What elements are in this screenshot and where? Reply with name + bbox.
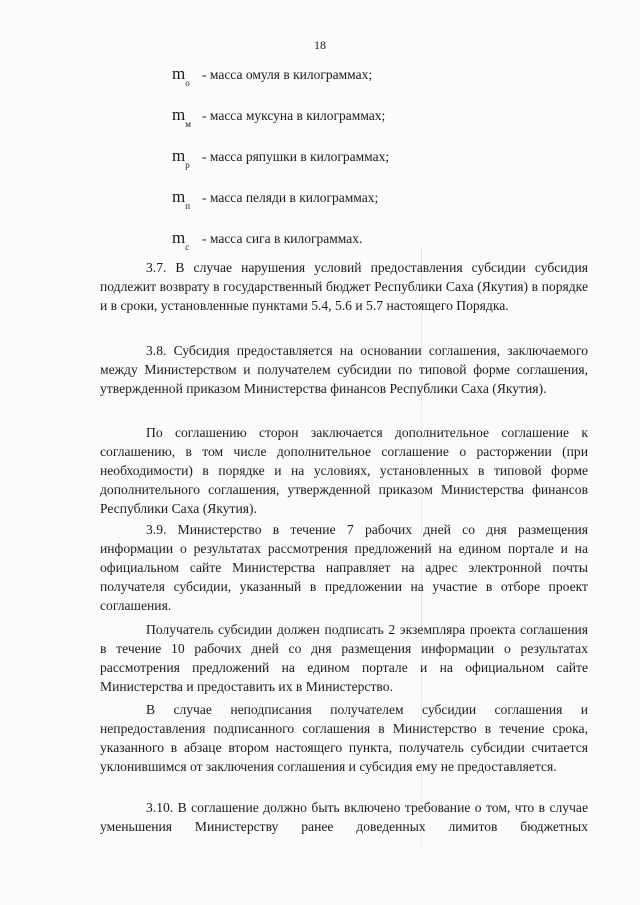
paragraph: 3.9. Министерство в течение 7 рабочих дней со дня размещения информации о результатах рассмотрения предложений на едином портале и на официальном сайте Министерства направляет на адрес электронной почты получателя субсидии, указанный в предложении на участие в отборе проект соглашения. xyxy=(100,522,588,613)
variable-description: - масса сига в килограммах. xyxy=(202,231,363,246)
non-signing-paragraph xyxy=(100,700,588,776)
paragraph: 3.10. В соглашение должно быть включено требование о том, что в случае уменьшения Министерству ранее доведенных лимитов бюджетных xyxy=(100,800,588,834)
paragraph: 3.7. В случае нарушения условий предоставления субсидии субсидия подлежит возврату в государственный бюджет Республики Саха (Якутия) в порядке и в сроки, установленные пунктами 5.4, 5.6 и 5.7 настоящего Порядка. xyxy=(100,260,588,313)
legend-item xyxy=(172,64,592,105)
variable-symbol: $m_п$ xyxy=(172,187,191,212)
legend-item xyxy=(172,146,592,187)
section-3-7 xyxy=(100,258,588,315)
legend-item xyxy=(172,187,592,228)
variable-description: - масса ряпушки в килограммах; xyxy=(202,149,390,164)
variable-symbol: $m_с$ xyxy=(172,228,190,253)
paragraph: Получатель субсидии должен подписать 2 экземпляра проекта соглашения в течение 10 рабочих дней со дня размещения информации о результатах рассмотрения предложений на едином портале и на официальном сайте Министерства и предоставить их в Министерство. xyxy=(100,622,588,694)
variable-symbol: $m_р$ xyxy=(172,146,190,171)
variable-description: - масса пеляди в килограммах; xyxy=(202,190,379,205)
paragraph: По соглашению сторон заключается дополнительное соглашение к соглашению, в том числе дополнительное соглашение о расторжении (при необходимости) в порядке и на условиях, установленных в типовой форме дополнительного соглашения, утвержденной приказом Министерства финансов Республики Саха (Якутия). xyxy=(100,425,588,516)
variable-description: - масса омуля в килограммах; xyxy=(202,67,373,82)
page-number: 18 xyxy=(314,38,326,52)
legend-item xyxy=(172,105,592,146)
section-3-8 xyxy=(100,341,588,398)
additional-agreement-paragraph xyxy=(100,423,588,518)
section-3-9 xyxy=(100,520,588,615)
variable-symbol: $m_м$ xyxy=(172,105,191,130)
paragraph: 3.8. Субсидия предоставляется на основании соглашения, заключаемого между Министерством и получателем субсидии по типовой форме соглашения, утвержденной приказом Министерства финансов Республики Саха (Якутия). xyxy=(100,343,588,396)
variable-legend xyxy=(172,64,592,269)
variable-symbol: $m_о$ xyxy=(172,64,190,89)
variable-description: - масса муксуна в килограммах; xyxy=(202,108,386,123)
paragraph: В случае неподписания получателем субсидии соглашения и непредоставления подписанного соглашения в Министерство в течение срока, указанного в абзаце втором настоящего пункта, получатель субсидии считается уклонившимся от заключения соглашения и субсидия ему не предоставляется. xyxy=(100,702,588,774)
recipient-signing-paragraph xyxy=(100,620,588,696)
section-3-10 xyxy=(100,798,588,836)
